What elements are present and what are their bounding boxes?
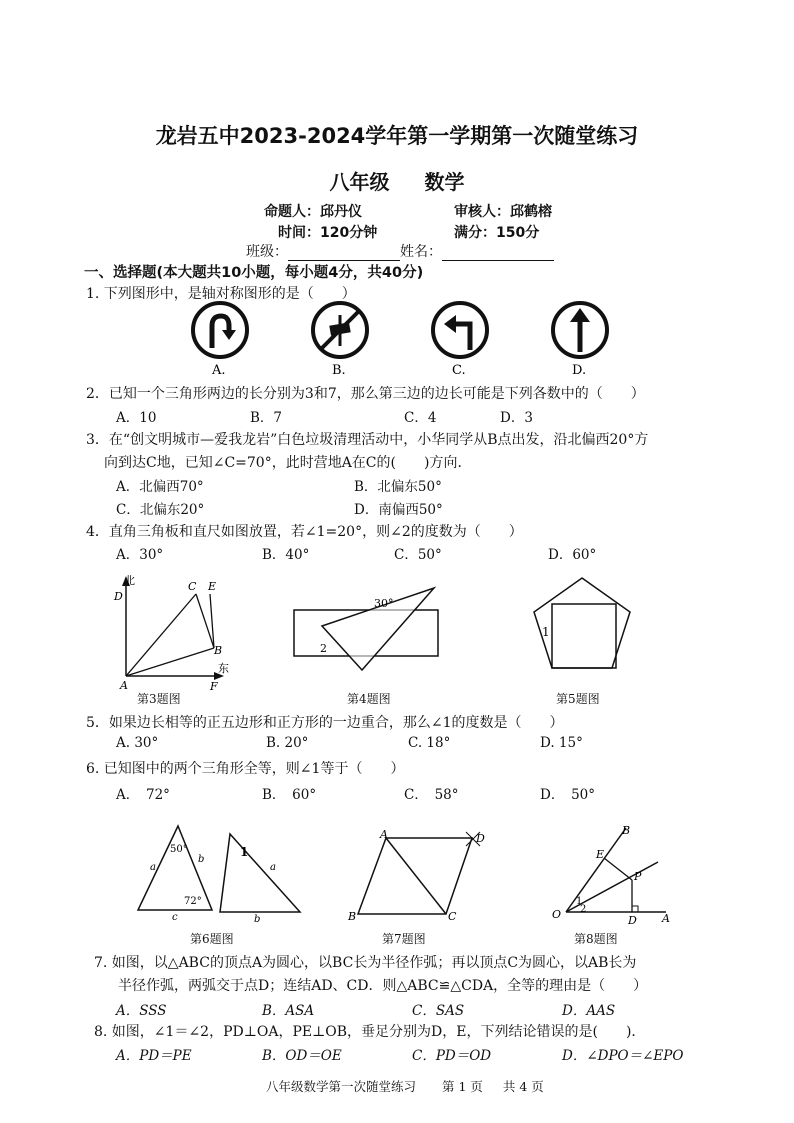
q6-stem: 6. 已知图中的两个三角形全等，则∠1等于（ ）	[86, 761, 405, 777]
fig3-point-c: C	[188, 580, 197, 593]
fig5-label-1: 1	[542, 625, 550, 639]
class-blank[interactable]	[288, 246, 400, 261]
q1-label-c: C.	[452, 363, 466, 378]
fig6-side-c1: c	[172, 912, 178, 922]
fig4-label-2: 2	[320, 642, 327, 655]
q8-option-d[interactable]: D．∠DPO＝∠EPO	[562, 1048, 684, 1064]
q4-option-d[interactable]: D．60°	[548, 547, 597, 563]
q3-option-a[interactable]: A．北偏西70°	[116, 479, 204, 495]
name-label: 姓名：	[400, 244, 442, 260]
q8-option-c[interactable]: C．PD＝OD	[412, 1048, 492, 1064]
class-name-row	[246, 241, 554, 261]
q3-option-c[interactable]: C．北偏东20°	[116, 502, 205, 518]
fig8-point-p: P	[634, 870, 642, 883]
fig6-side-b1: b	[198, 854, 205, 865]
figure-3	[110, 572, 240, 702]
fig7-point-d: D	[476, 832, 485, 845]
q1-label-d: D.	[572, 363, 587, 378]
fig7-caption: 第7题图	[382, 932, 426, 946]
figure-7	[346, 830, 496, 926]
q5-option-d[interactable]: D. 15°	[540, 735, 583, 751]
q5-option-b[interactable]: B. 20°	[266, 735, 309, 751]
q4-option-a[interactable]: A．30°	[116, 547, 164, 563]
q7-stem-line2: 半径作弧，两弧交于点D；连结AD、CD．则△ABC≌△CDA，全等的理由是（ ）	[118, 978, 648, 994]
grade-subject	[0, 166, 794, 195]
fig3-point-b: B	[214, 644, 223, 657]
fig4-caption: 第4题图	[347, 692, 391, 706]
figure-5	[530, 574, 640, 684]
time-row	[278, 222, 539, 242]
q8-stem: 8. 如图，∠1＝∠2，PD⊥OA，PE⊥OB，垂足分别为D，E，下列结论错误的是( )．	[94, 1024, 646, 1040]
q7-option-b[interactable]: B．ASA	[262, 1003, 315, 1019]
fig8-angle-2: 2	[580, 904, 587, 915]
q5-stem: 5．如果边长相等的正五边形和正方形的一边重合，那么∠1的度数是（ ）	[86, 715, 564, 731]
fig8-point-b: B	[622, 824, 631, 837]
q2-option-b[interactable]: B．7	[250, 410, 283, 426]
q7-option-c[interactable]: C．SAS	[412, 1003, 465, 1019]
q7-option-d[interactable]: D．AAS	[562, 1003, 616, 1019]
fig3-east-label: 东	[218, 662, 229, 675]
q1-option-c-sign	[433, 303, 487, 357]
q2-stem: 2．已知一个三角形两边的长分别为3和7，那么第三边的边长可能是下列各数中的（ ）	[86, 386, 645, 402]
fig7-point-c: C	[448, 910, 457, 923]
fig3-point-e: E	[208, 580, 217, 593]
q8-option-b[interactable]: B．OD＝OE	[262, 1048, 342, 1064]
q3-stem-line1: 3．在“创文明城市—爱我龙岩”白色垃圾清理活动中，小华同学从B点出发，沿北偏西20°方	[86, 432, 649, 448]
fig6-side-a2: a	[270, 862, 276, 873]
q2-option-c[interactable]: C．4	[404, 410, 437, 426]
q1-label-a: A.	[212, 363, 226, 378]
q4-option-c[interactable]: C．50°	[394, 547, 442, 563]
fig3-caption: 第3题图	[137, 692, 181, 706]
fig8-angle-1: 1	[576, 896, 583, 907]
subject-label: 数学	[424, 170, 465, 194]
q1-option-b-sign	[313, 303, 367, 357]
name-blank[interactable]	[442, 246, 554, 261]
fig8-point-o: O	[552, 908, 562, 921]
fig3-point-d: D	[114, 590, 123, 603]
q8-option-a[interactable]: A．PD＝PE	[116, 1048, 192, 1064]
figure-4	[290, 580, 450, 680]
author: 命题人：邱丹仪	[264, 204, 362, 220]
q1-label-b: B.	[332, 363, 346, 378]
fig3-point-f: F	[210, 680, 218, 693]
footer-total: 共 4 页	[502, 1079, 544, 1094]
section-choice-heading: 一、选择题(本大题共10小题，每小题4分，共40分)	[84, 265, 424, 281]
figure-8	[546, 822, 686, 926]
page-footer	[266, 1077, 544, 1095]
fig6-side-b2: b	[254, 914, 261, 922]
class-label: 班级：	[246, 244, 288, 260]
q3-stem-line2: 向到达C地，已知∠C=70°，此时营地A在C的( )方向．	[104, 455, 472, 471]
q1-stem: 1. 下列图形中，是轴对称图形的是（ ）	[86, 286, 356, 302]
footer-title: 八年级数学第一次随堂练习	[266, 1079, 417, 1094]
q3-option-d[interactable]: D．南偏西50°	[354, 502, 443, 518]
q4-stem: 4．直角三角板和直尺如图放置，若∠1=20°，则∠2的度数为（ ）	[86, 524, 523, 540]
q6-option-a[interactable]: A． 72°	[116, 787, 170, 803]
footer-page: 第 1 页	[442, 1079, 483, 1094]
fig8-point-e: E	[596, 848, 605, 861]
exam-time: 时间：120分钟	[278, 225, 378, 241]
fig8-point-d: D	[628, 914, 637, 926]
fig7-point-a: A	[380, 830, 388, 841]
fig6-label-1: 1	[240, 845, 249, 859]
fig8-caption: 第8题图	[574, 932, 618, 946]
figure-6	[130, 822, 320, 922]
fig5-caption: 第5题图	[556, 692, 600, 706]
fig3-point-a: A	[120, 679, 128, 692]
author-row	[264, 201, 552, 221]
q7-option-a[interactable]: A．SSS	[116, 1003, 167, 1019]
q4-option-b[interactable]: B．40°	[262, 547, 310, 563]
fig7-point-b: B	[348, 910, 357, 923]
q6-option-d[interactable]: D． 50°	[540, 787, 596, 803]
fig6-angle-bottom: 72°	[184, 896, 202, 907]
q2-option-d[interactable]: D．3	[500, 410, 533, 426]
q1-option-d-sign	[553, 303, 607, 357]
q7-stem-line1: 7. 如图，以△ABC的顶点A为圆心，以BC长为半径作弧；再以顶点C为圆心，以AB长为	[94, 955, 637, 971]
page-title: 龙岩五中2023-2024学年第一学期第一次随堂练习	[155, 124, 639, 148]
fig4-angle-label: 30°	[374, 597, 394, 610]
full-score: 满分：150分	[454, 225, 540, 241]
reviewer: 审核人：邱鹤榕	[454, 204, 552, 220]
q6-option-b[interactable]: B． 60°	[262, 787, 317, 803]
q6-option-c[interactable]: C． 58°	[404, 787, 459, 803]
fig6-caption: 第6题图	[190, 932, 234, 946]
grade-label: 八年级	[329, 170, 390, 194]
q2-option-a[interactable]: A．10	[116, 410, 157, 426]
q5-option-a[interactable]: A. 30°	[116, 735, 159, 751]
fig6-angle-top: 50°	[170, 844, 188, 855]
fig6-side-a1: a	[150, 862, 156, 873]
q1-figures	[180, 300, 620, 380]
fig3-north-label: 北	[124, 574, 135, 587]
fig8-point-a: A	[662, 912, 670, 925]
q1-option-a-sign	[193, 303, 247, 357]
q5-option-c[interactable]: C. 18°	[408, 735, 451, 751]
q3-option-b[interactable]: B．北偏东50°	[354, 479, 442, 495]
